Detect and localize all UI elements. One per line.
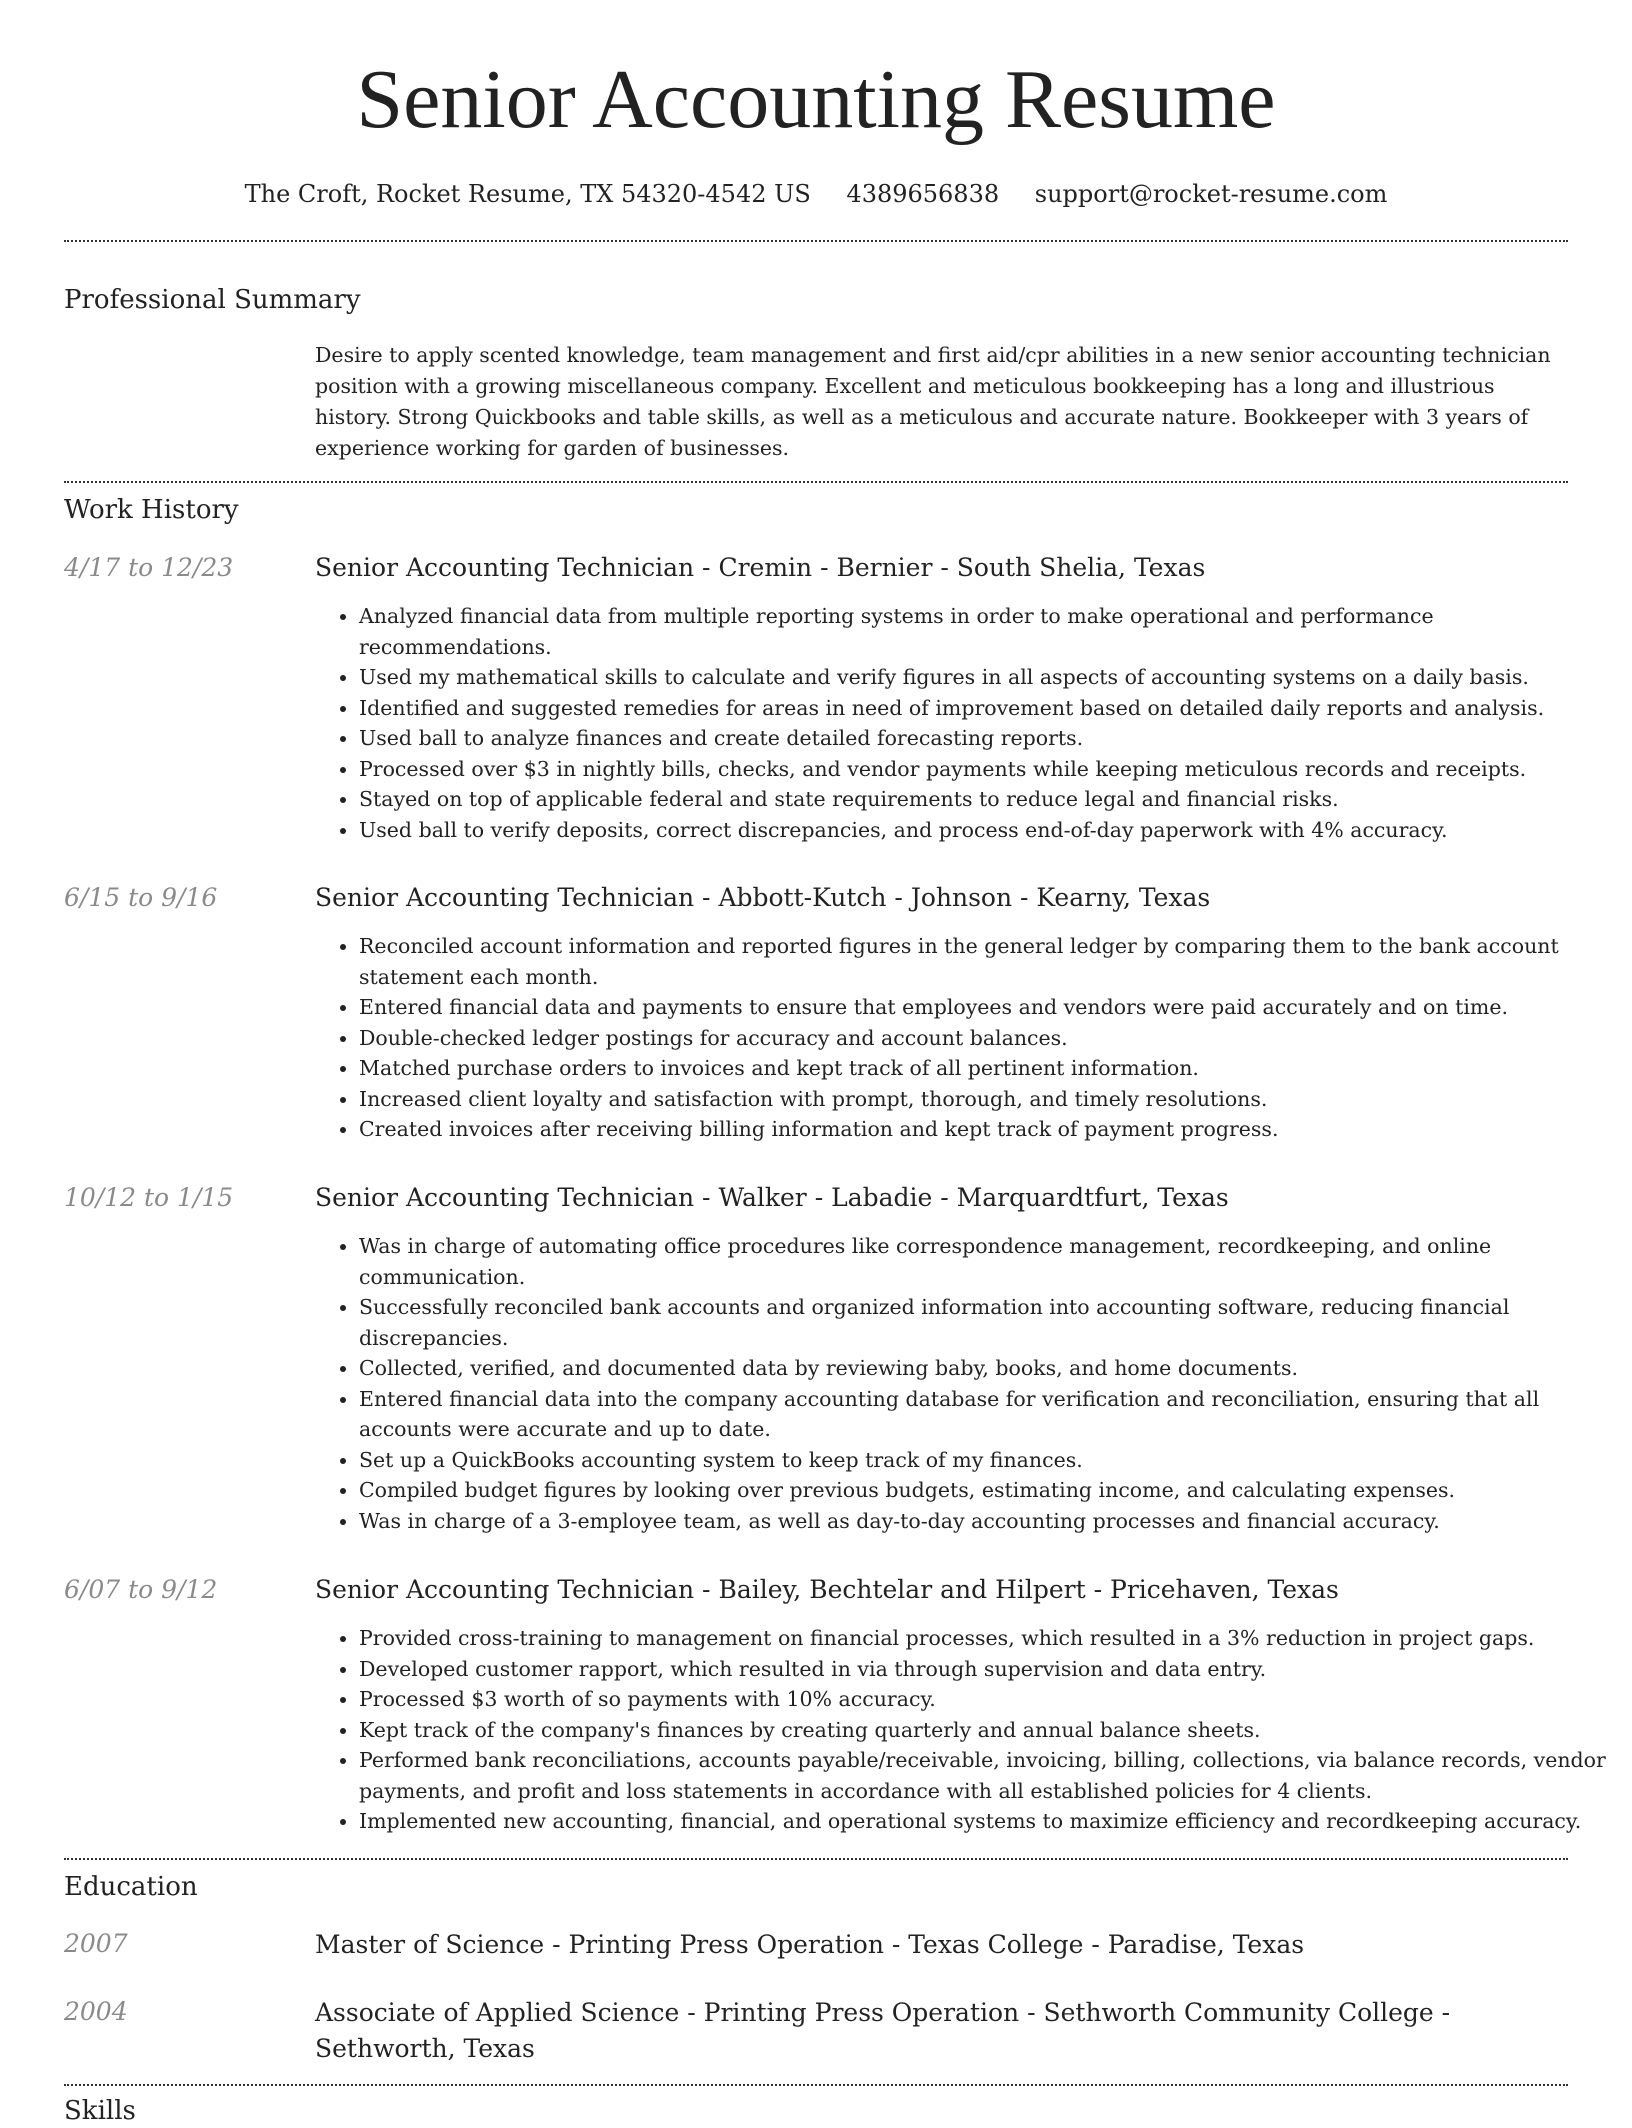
job-dates: 4/17 to 12/23 — [64, 553, 234, 582]
job-bullet: • Used ball to verify deposits, correct discrepancies, and process end-of-day paperwork with 4% accuracy. — [359, 815, 1614, 846]
education-year: 2004 — [64, 1997, 128, 2026]
section-divider — [64, 481, 1568, 483]
resume-header — [0, 0, 1632, 210]
job-bullet: • Created invoices after receiving billing information and kept track of payment progress. — [359, 1114, 1614, 1145]
section-divider — [64, 2084, 1568, 2086]
job-bullet: • Collected, verified, and documented data by reviewing baby, books, and home documents. — [359, 1353, 1614, 1384]
job-title: Senior Accounting Technician - Cremin - Bernier - South Shelia, Texas — [315, 553, 1206, 582]
resume-name: Senior Accounting Resume — [356, 53, 1276, 146]
education-title: Associate of Applied Science - Printing Press Operation - Sethworth Community College - Sethworth, Texas — [315, 1998, 1451, 2063]
job-bullet: • Successfully reconciled bank accounts and organized information into accounting software, reducing financial discrepancies. — [359, 1292, 1614, 1353]
contact-line — [0, 178, 1632, 210]
job-bullet: • Reconciled account information and reported figures in the general ledger by comparing them to the bank account statement each month. — [359, 931, 1614, 992]
job-bullet: • Was in charge of a 3-employee team, as well as day-to-day accounting processes and financial accuracy. — [359, 1506, 1614, 1537]
job-bullets — [315, 1623, 1614, 1837]
job-bullet: • Stayed on top of applicable federal and state requirements to reduce legal and financial risks. — [359, 784, 1614, 815]
job-bullet: • Performed bank reconciliations, accounts payable/receivable, invoicing, billing, collections, via balance records, vendor payments, and profit and loss statements in accordance with all established policies for 4 clients. — [359, 1745, 1614, 1806]
job-bullet: • Analyzed financial data from multiple reporting systems in order to make operational and performance recommendations. — [359, 601, 1614, 662]
job-bullet: • Matched purchase orders to invoices and kept track of all pertinent information. — [359, 1053, 1614, 1084]
contact-phone: 4389656838 — [846, 180, 1000, 208]
job-dates: 6/15 to 9/16 — [64, 883, 218, 912]
contact-address: The Croft, Rocket Resume, TX 54320-4542 US — [244, 180, 811, 208]
job-bullet: • Set up a QuickBooks accounting system to keep track of my finances. — [359, 1445, 1614, 1476]
job-bullets — [315, 601, 1614, 845]
job-bullet: • Compiled budget figures by looking over previous budgets, estimating income, and calculating expenses. — [359, 1475, 1614, 1506]
job-title: Senior Accounting Technician - Walker - Labadie - Marquardtfurt, Texas — [315, 1183, 1229, 1212]
summary-text: Desire to apply scented knowledge, team management and first aid/cpr abilities in a new senior accounting technician position with a growing miscellaneous company. Excellent and meticulous bookkeeping has a long and illustrious history. Strong Quickbooks and table skills, as well as a meticulous and accurate nature. Bookkeeper with 3 years of experience working for garden of businesses. — [315, 343, 1551, 460]
summary-heading: Professional Summary — [64, 285, 361, 315]
job-bullet: • Kept track of the company's finances by creating quarterly and annual balance sheets. — [359, 1715, 1614, 1746]
job-bullets — [315, 1231, 1614, 1536]
job-bullet: • Provided cross-training to management on financial processes, which resulted in a 3% reduction in project gaps. — [359, 1623, 1614, 1654]
job-bullet: • Used ball to analyze finances and create detailed forecasting reports. — [359, 723, 1614, 754]
job-bullet: • Identified and suggested remedies for areas in need of improvement based on detailed daily reports and analysis. — [359, 693, 1614, 724]
education-year: 2007 — [64, 1929, 128, 1958]
job-title: Senior Accounting Technician - Abbott-Kutch - Johnson - Kearny, Texas — [315, 883, 1211, 912]
job-dates: 6/07 to 9/12 — [64, 1575, 218, 1604]
work-history-heading: Work History — [64, 495, 239, 525]
job-bullet: • Implemented new accounting, financial, and operational systems to maximize efficiency and recordkeeping accuracy. — [359, 1806, 1614, 1837]
job-bullet: • Entered financial data into the company accounting database for verification and reconciliation, ensuring that all accounts were accurate and up to date. — [359, 1384, 1614, 1445]
section-divider — [64, 240, 1568, 242]
education-heading: Education — [64, 1872, 198, 1902]
section-divider — [64, 1858, 1568, 1860]
job-bullet: • Was in charge of automating office procedures like correspondence management, recordkeeping, and online communication. — [359, 1231, 1614, 1292]
education-title: Master of Science - Printing Press Operation - Texas College - Paradise, Texas — [315, 1930, 1305, 1959]
job-bullet: • Used my mathematical skills to calculate and verify figures in all aspects of accounting systems on a daily basis. — [359, 662, 1614, 693]
job-bullet: • Increased client loyalty and satisfaction with prompt, thorough, and timely resolutions. — [359, 1084, 1614, 1115]
job-bullet: • Processed $3 worth of so payments with 10% accuracy. — [359, 1684, 1614, 1715]
job-dates: 10/12 to 1/15 — [64, 1183, 234, 1212]
contact-email: support@rocket-resume.com — [1034, 180, 1388, 208]
job-bullet: • Developed customer rapport, which resulted in via through supervision and data entry. — [359, 1654, 1614, 1685]
job-bullet: • Entered financial data and payments to ensure that employees and vendors were paid accurately and on time. — [359, 992, 1614, 1023]
job-bullet: • Processed over $3 in nightly bills, checks, and vendor payments while keeping meticulous records and receipts. — [359, 754, 1614, 785]
skills-heading: Skills — [64, 2096, 136, 2126]
job-title: Senior Accounting Technician - Bailey, Bechtelar and Hilpert - Pricehaven, Texas — [315, 1575, 1339, 1604]
job-bullets — [315, 931, 1614, 1145]
job-bullet: • Double-checked ledger postings for accuracy and account balances. — [359, 1023, 1614, 1054]
